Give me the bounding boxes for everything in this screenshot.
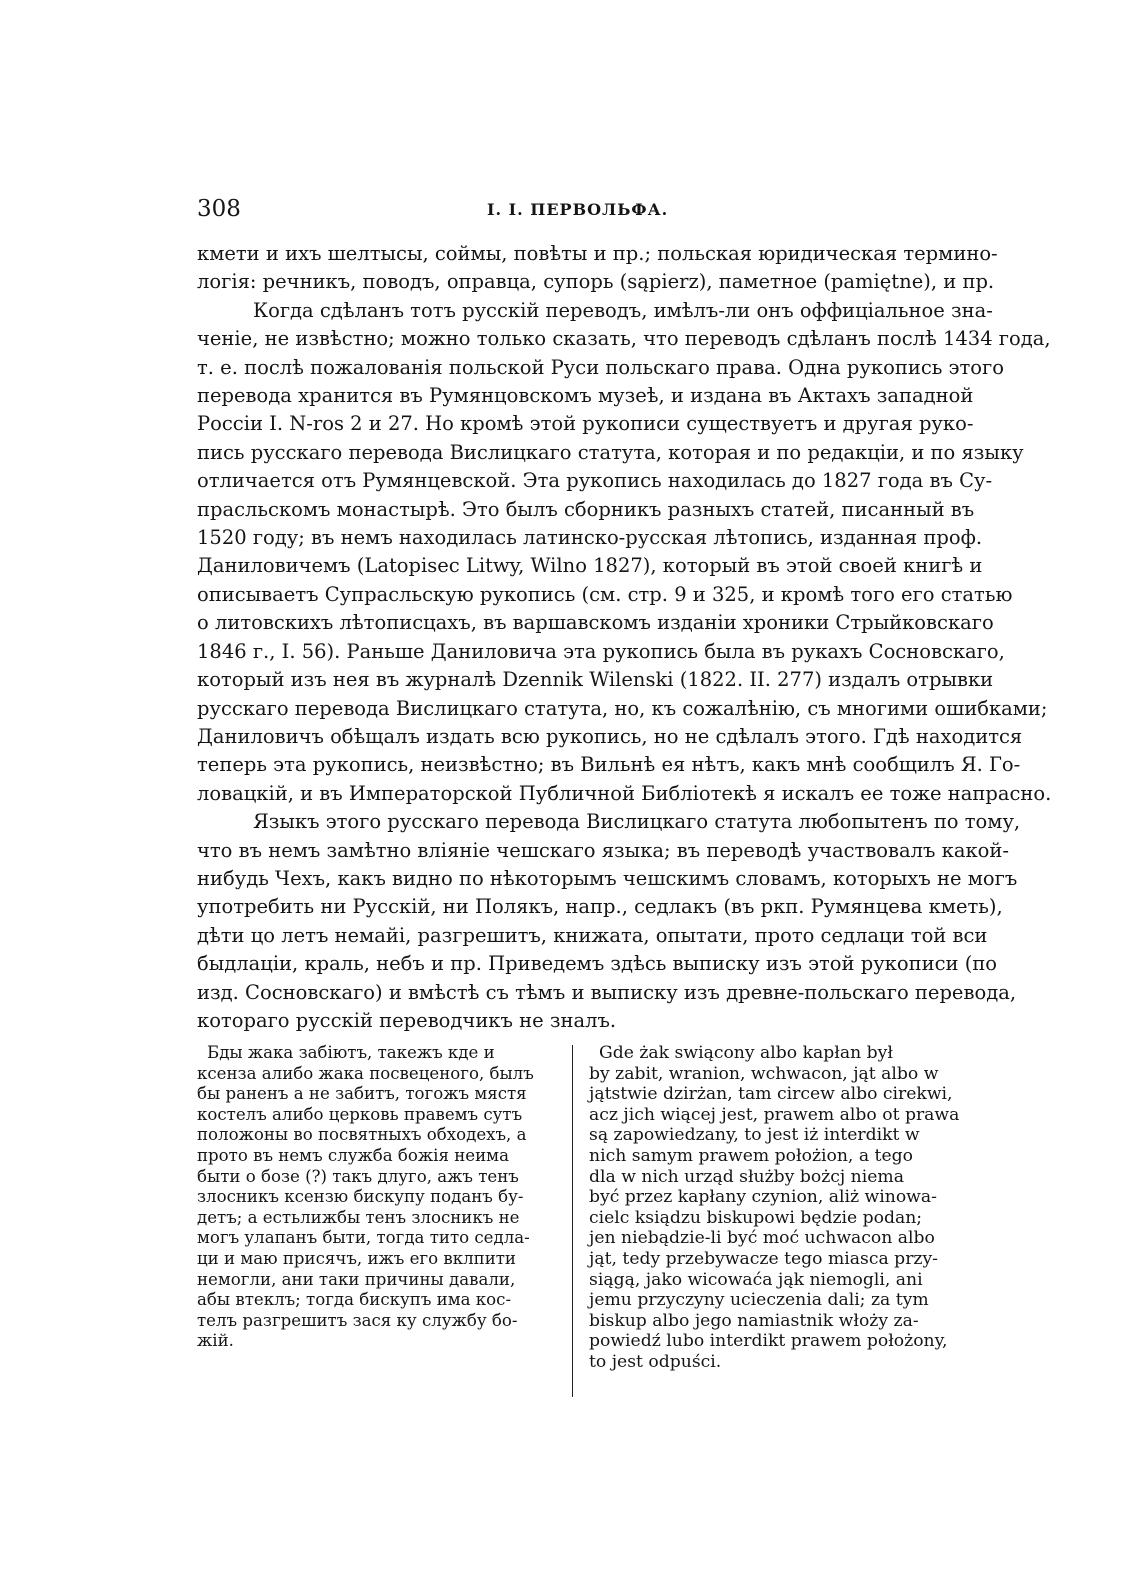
- text-line: что въ немъ замѣтно вліяніе чешскаго языка; въ переводѣ участвовалъ какой-: [197, 838, 1009, 862]
- text-line: пись русскаго перевода Вислицкаго статута, которая и по редакціи, и по языку: [197, 440, 1024, 464]
- text-line: дѣти цо летъ немайі, разгрешитъ, книжата, опытати, прото седлаци той вси: [197, 923, 988, 947]
- polish-line: by zabit, wranion, wchwacon, jąt albo w: [589, 1063, 939, 1084]
- text-line: описываетъ Супрасльскую рукопись (см. стр. 9 и 325, и кромѣ того его статью: [197, 582, 1013, 606]
- russian-line: быти о бозе (?) такъ длуго, ажъ тенъ: [197, 1166, 519, 1186]
- text-line: 1846 г., I. 56). Раньше Даниловича эта рукопись была въ рукахъ Сосновскаго,: [197, 639, 1005, 663]
- polish-line: to jest odpuści.: [589, 1351, 722, 1372]
- page-number: 308: [197, 196, 241, 222]
- russian-line: Бды жака забіютъ, такежъ кде и: [207, 1043, 495, 1062]
- text-line: прасльскомъ монастырѣ. Это былъ сборникъ разныхъ статей, писанный въ: [197, 497, 975, 521]
- text-line: отличается отъ Румянцевской. Эта рукопись находилась до 1827 года въ Су-: [197, 469, 993, 493]
- text-line: ченіе, не извѣстно; можно только сказать, что переводъ сдѣланъ послѣ 1434 года,: [197, 327, 1051, 351]
- text-line: т. е. послѣ пожалованія польской Руси польскаго права. Одна рукопись этого: [197, 355, 1004, 379]
- text-line: который изъ нея въ журналѣ Dzennik Wilenski (1822. II. 277) издалъ отрывки: [197, 668, 994, 692]
- text-line: ловацкій, и въ Императорской Публичной Библіотекѣ я искалъ ее тоже напрасно.: [197, 781, 1052, 805]
- polish-line: acz jich wiącej jest, prawem albo ot prawa: [589, 1104, 960, 1125]
- polish-line: powiedź lubo interdikt prawem położony,: [589, 1331, 948, 1352]
- text-line: теперь эта рукопись, неизвѣстно; въ Вильнѣ ея нѣтъ, какъ мнѣ сообщилъ Я. Го-: [197, 753, 1021, 777]
- running-head: I. I. ПЕРВОЛЬФА.: [487, 200, 669, 219]
- parallel-columns: [197, 1043, 960, 1403]
- polish-line: być przez kapłany czynion, aliż winowa-: [589, 1187, 937, 1208]
- russian-line: бы раненъ а не забитъ, тогожъ мястя: [197, 1084, 527, 1104]
- text-line: изд. Сосновскаго) и вмѣстѣ съ тѣмъ и выписку изъ древне-польскаго перевода,: [197, 980, 1017, 1004]
- text-line: русскаго перевода Вислицкаго статута, но, къ сожалѣнію, съ многими ошибками;: [197, 696, 1048, 720]
- polish-line: cielc ksiądzu biskupowi będzie podan;: [589, 1207, 923, 1228]
- russian-line: немогли, ани таки причины давали,: [197, 1269, 516, 1289]
- text-line: 1520 году; въ немъ находилась латинско-русская лѣтопись, изданная проф.: [197, 526, 983, 550]
- russian-line: прото въ немъ служба божія неима: [197, 1145, 509, 1165]
- russian-line: могъ улапанъ быти, тогда тито седла-: [197, 1228, 530, 1248]
- text-line: Даниловичемъ (Latopisec Litwy, Wilno 1827), который въ этой своей книгѣ и: [197, 554, 983, 578]
- text-line: быдлаціи, краль, небъ и пр. Приведемъ здѣсь выписку изъ этой рукописи (по: [197, 952, 998, 976]
- polish-line: biskup albo jego namiastnik włoży za-: [589, 1310, 919, 1331]
- text-line: о литовскихъ лѣтописцахъ, въ варшавскомъ изданіи хроники Стрыйковскаго: [197, 611, 994, 635]
- russian-column: [197, 1043, 552, 1352]
- polish-line: siągą, jako wicowaća jąk niemogli, ani: [589, 1269, 923, 1290]
- text-line: логія: речникъ, поводъ, оправца, супорь (sąpierz), паметное (pamiętne), и пр.: [197, 270, 995, 294]
- russian-line: детъ; а естьлижбы тенъ злосникъ не: [197, 1207, 520, 1227]
- text-line: Даниловичъ обѣщалъ издать всю рукопись, но не сдѣлалъ этого. Гдѣ находится: [197, 724, 1023, 748]
- polish-line: są zapowiedzany, to jest iż interdikt w: [589, 1125, 920, 1146]
- polish-line: jąt, tedy przebywacze tego miasca przy-: [589, 1248, 938, 1269]
- polish-line: dla w nich urząd służby bożcj niema: [589, 1166, 904, 1187]
- text-line: Языкъ этого русскаго перевода Вислицкаго статута любопытенъ по тому,: [253, 810, 1021, 834]
- polish-line: Gde żak swiącony albo kapłan był: [599, 1043, 893, 1063]
- polish-line: jemu przyczyny ucieczenia dali; za tym: [589, 1290, 929, 1311]
- russian-line: ксенза алибо жака посвеценого, былъ: [197, 1063, 534, 1083]
- russian-line: положоны во посвятныхъ обходехъ, а: [197, 1125, 527, 1145]
- text-line: нибудь Чехъ, какъ видно по нѣкоторымъ чешскимъ словамъ, которыхъ не могъ: [197, 866, 1018, 890]
- russian-line: жій.: [197, 1331, 234, 1351]
- russian-line: ци и маю присячъ, ижъ его вклпити: [197, 1248, 516, 1268]
- russian-line: злосникъ ксензю бискупу поданъ бу-: [197, 1187, 524, 1207]
- polish-line: jen niebądzie-li być moć uchwacon albo: [589, 1228, 935, 1249]
- text-line: котораго русскій переводчикъ не зналъ.: [197, 1008, 617, 1032]
- russian-line: телъ разгрешитъ зася ку службу бо-: [197, 1310, 518, 1330]
- text-line: перевода хранится въ Румянцовскомъ музеѣ, и издана въ Актахъ западной: [197, 384, 974, 408]
- polish-column: [589, 1043, 960, 1373]
- russian-line: абы втеклъ; тогда бискупъ има кос-: [197, 1290, 512, 1310]
- text-line: Россіи I. N-ros 2 и 27. Но кромѣ этой рукописи существуетъ и другая руко-: [197, 412, 974, 436]
- text-line: употребить ни Русскій, ни Полякъ, напр., седлакъ (въ ркп. Румянцева кметь),: [197, 895, 1003, 919]
- polish-line: nich samym prawem położion, a tego: [589, 1145, 913, 1166]
- body-text: [197, 240, 1052, 1035]
- russian-line: костелъ алибо церковь правемъ сутъ: [197, 1104, 523, 1124]
- polish-line: jątstwie dzirżan, tam circew albo cirekwi,: [589, 1084, 953, 1105]
- column-divider: [572, 1045, 573, 1397]
- text-line: кмети и ихъ шелтысы, соймы, повѣты и пр.; польская юридическая термино-: [197, 242, 998, 265]
- page-header: [197, 196, 937, 226]
- text-line: Когда сдѣланъ тотъ русскій переводъ, имѣлъ-ли онъ оффиціальное зна-: [253, 298, 993, 322]
